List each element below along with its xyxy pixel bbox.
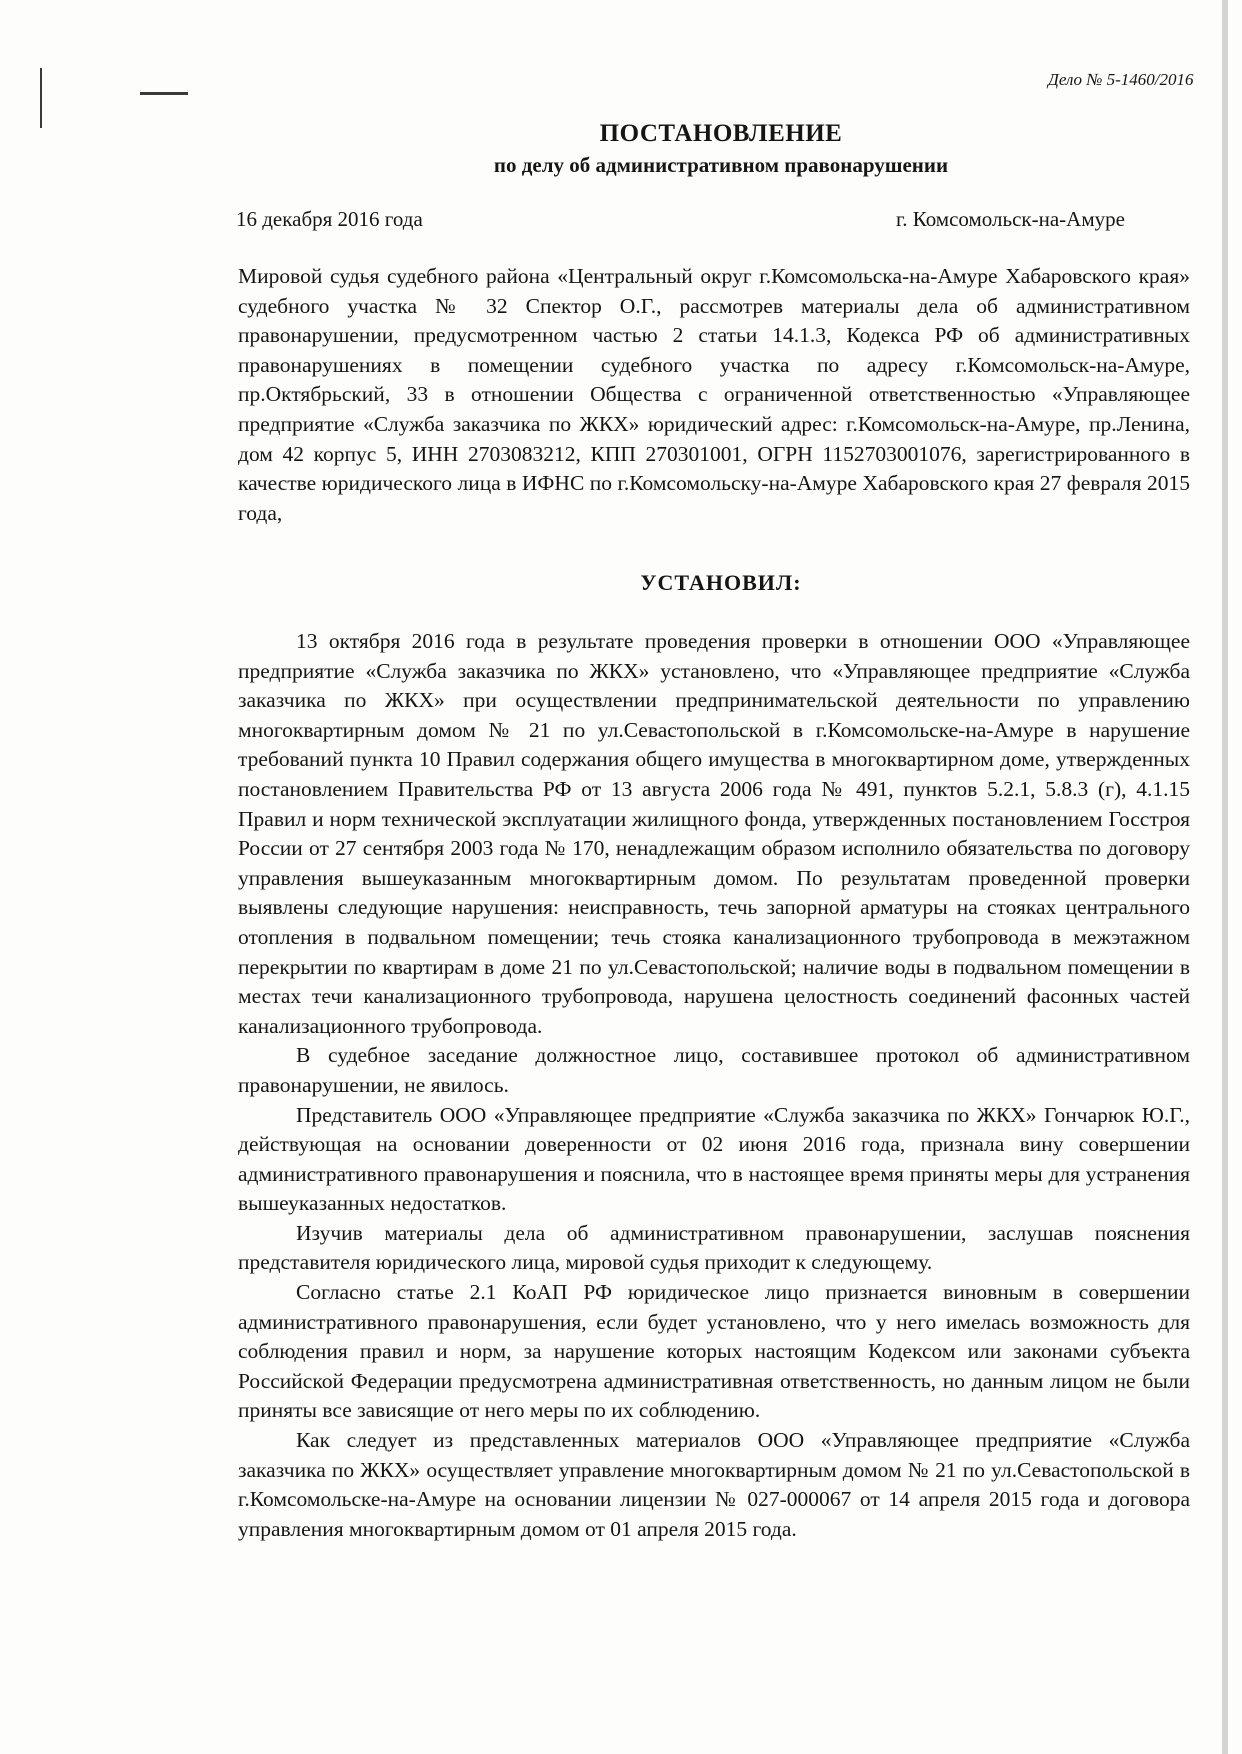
document-city: г. Комсомольск-на-Амуре	[896, 207, 1125, 231]
scan-page-edge	[1222, 0, 1228, 1754]
scan-artifact-dash	[140, 92, 188, 95]
document-subtitle: по делу об административном правонарушении	[493, 153, 949, 177]
paragraph-representative: Представитель ООО «Управляющее предприятие «Служба заказчика по ЖКХ» Гончарюк Ю.Г., действующая на основании доверенности от 02 июня 2016 года, признала вину совершении административного правонарушения и пояснила, что в настоящее время приняты меры для устранения вышеуказанных недостатков.	[238, 1102, 1190, 1216]
section-heading: УСТАНОВИЛ:	[640, 570, 802, 595]
intro-text: Мировой судья судебного района «Центральный округ г.Комсомольска-на-Амуре Хабаровского края» судебного участка № 32 Спектор О.Г., рассмотрев материалы дела об административном правонарушении, предусмотренном частью 2 статьи 14.1.3, Кодекса РФ об административных правонарушениях в помещении судебного участка по адресу г.Комсомольск-на-Амуре, пр.Октябрьский, 33 в отношении Общества с ограниченной ответственностью «Управляющее предприятие «Служба заказчика по ЖКХ» юридический адрес: г.Комсомольск-на-Амуре, пр.Ленина, дом 42 корпус 5, ИНН 2703083212, КПП 270301001, ОГРН 1152703001076, зарегистрированного в качестве юридического лица в ИФНС по г.Комсомольску-на-Амуре Хабаровского края 27 февраля 2015 года,	[238, 264, 1190, 525]
document-date: 16 декабря 2016 года	[236, 207, 423, 231]
scan-artifact-line	[40, 68, 42, 128]
case-number: Дело № 5-1460/2016	[1048, 70, 1194, 89]
paragraph-absence: В судебное заседание должностное лицо, составившее протокол об административном правонарушении, не явилось.	[238, 1043, 1190, 1097]
paragraph-materials: Как следует из представленных материалов ООО «Управляющее предприятие «Служба заказчика по ЖКХ» осуществляет управление многоквартирным домом № 21 по ул.Севастопольской в г.Комсомольске-на-Амуре на основании лицензии № 027-000067 от 14 апреля 2015 года и договора управления многоквартирным домом от 01 апреля 2015 года.	[238, 1428, 1190, 1541]
paragraph-study: Изучив материалы дела об административном правонарушении, заслушав пояснения представителя юридического лица, мировой судья приходит к следующему.	[238, 1220, 1190, 1275]
document-title: ПОСТАНОВЛЕНИЕ	[599, 120, 843, 147]
main-text	[238, 627, 1190, 1544]
paragraph-inspection: 13 октября 2016 года в результате проведения проверки в отношении ООО «Управляющее предприятие «Служба заказчика по ЖКХ» установлено, что «Управляющее предприятие «Служба заказчика по ЖКХ» при осуществлении предпринимательской деятельности по управлению многоквартирным домом № 21 по ул.Севастопольской в г.Комсомольске-на-Амуре в нарушение требований пункта 10 Правил содержания общего имущества в многоквартирном доме, утвержденных постановлением Правительства РФ от 13 августа 2006 года № 491, пунктов 5.2.1, 5.8.3 (г), 4.1.15 Правил и норм технической эксплуатации жилищного фонда, утвержденных постановлением Госстроя России от 27 сентября 2003 года № 170, ненадлежащим образом исполнило обязательства по договору управления вышеуказанным многоквартирным домом. По результатам проведенной проверки выявлены следующие нарушения: неисправность, течь запорной арматуры на стояках центрального отопления в подвальном помещении; течь стояка канализационного трубопровода в межэтажном перекрытии по квартирам в доме 21 по ул.Севастопольской; наличие воды в подвальном помещении в местах течи канализационного трубопровода, нарушена целостность соединений фасонных частей канализационного трубопровода.	[238, 629, 1190, 1038]
paragraph-article: Согласно статье 2.1 КоАП РФ юридическое лицо признается виновным в совершении административного правонарушения, если будет установлено, что у него имелась возможность для соблюдения правил и норм, за нарушение которых настоящим Кодексом или законами субъекта Российской Федерации предусмотрена административная ответственность, но данным лицом не были приняты все зависящие от него меры по их соблюдению.	[238, 1280, 1190, 1423]
intro-paragraph	[238, 262, 1190, 528]
